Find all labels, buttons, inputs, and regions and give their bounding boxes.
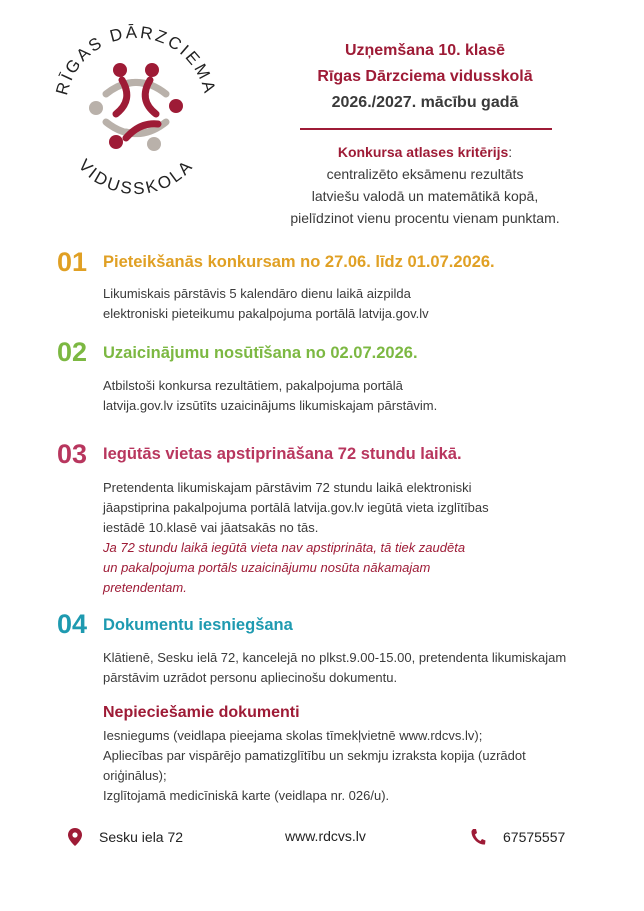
logo-emblem-icon: [89, 63, 183, 151]
title-line-3: 2026./2027. mācību gadā: [331, 94, 519, 111]
step-body-01: [103, 284, 603, 324]
footer-phone: [470, 828, 565, 846]
step-body-line: pārstāvim uzrādot personu apliecinošu dokumentu.: [103, 670, 398, 685]
address-text: Sesku iela 72: [99, 829, 184, 845]
phone-icon: [470, 828, 486, 846]
footer-address: [68, 828, 183, 846]
location-pin-icon: [68, 828, 82, 846]
title-line-2: Rīgas Dārzciema vidusskolā: [317, 68, 533, 85]
website-link[interactable]: www.rdcvs.lv: [285, 828, 366, 844]
required-documents-list: [103, 726, 603, 806]
school-logo: [48, 20, 224, 196]
logo-text-bottom: VIDUSSKOLA: [74, 155, 198, 196]
step-title-04: Dokumentu iesniegšana: [103, 616, 293, 634]
step-body-line: latvija.gov.lv izsūtīts uzaicinājums likumiskajam pārstāvim.: [103, 398, 438, 413]
step-body-line: iestādē 10.klasē vai jāatsakās no tās.: [103, 520, 319, 535]
step-body-03: [103, 478, 603, 598]
step-body-line: Pretendenta likumiskajam pārstāvim 72 stundu laikā elektroniski: [103, 480, 472, 495]
step-number-03: 03: [57, 439, 88, 469]
criteria-line: latviešu valodā un matemātikā kopā,: [311, 188, 539, 204]
step-note-line: Ja 72 stundu laikā iegūtā vieta nav apstiprināta, tā tiek zaudēta: [103, 540, 466, 555]
list-item: oriģinālus);: [103, 768, 167, 783]
criteria-colon: :: [508, 144, 513, 160]
phone-number: 67575557: [503, 829, 566, 845]
step-body-line: Klātienē, Sesku ielā 72, kancelejā no plkst.9.00-15.00, pretendenta likumiskajam: [103, 650, 567, 665]
criteria-label: Konkursa atlases kritērijs: [337, 144, 509, 160]
selection-criteria: [255, 141, 595, 229]
step-title-01: Pieteikšanās konkursam no 27.06. līdz 01.07.2026.: [103, 253, 495, 271]
step-note-line: pretendentam.: [103, 580, 187, 595]
step-body-02: [103, 376, 603, 416]
list-item: Izglītojamā medicīniskā karte (veidlapa nr. 026/u).: [103, 788, 390, 803]
title-line-1: Uzņemšana 10. klasē: [344, 42, 506, 59]
page-title: [260, 38, 590, 116]
footer: [0, 824, 644, 852]
step-body-line: Likumiskais pārstāvis 5 kalendāro dienu laikā aizpilda: [103, 286, 411, 301]
list-item: Iesniegums (veidlapa pieejama skolas tīmekļvietnē www.rdcvs.lv);: [103, 728, 483, 743]
step-body-line: jāapstiprina pakalpojuma portālā latvija.gov.lv iegūtā vieta izglītības: [103, 500, 489, 515]
step-number-01: 01: [57, 247, 88, 277]
list-item: Apliecības par vispārējo pamatizglītību un sekmju izraksta kopija (uzrādot: [103, 748, 526, 763]
step-number-02: 02: [57, 337, 88, 367]
step-body-line: Atbilstoši konkursa rezultātiem, pakalpojuma portālā: [103, 378, 403, 393]
step-title-02: Uzaicinājumu nosūtīšana no 02.07.2026.: [103, 344, 418, 362]
header-divider: [300, 128, 552, 130]
step-number-04: 04: [57, 609, 88, 639]
step-note-line: un pakalpojuma portāls uzaicinājumu nosūta nākamajam: [103, 560, 431, 575]
step-body-line: elektroniski pieteikumu pakalpojuma portālā latvija.gov.lv: [103, 306, 429, 321]
required-documents-title: Nepieciešamie dokumenti: [103, 704, 300, 721]
criteria-line: centralizēto eksāmenu rezultāts: [326, 166, 524, 182]
logo-text-top: RĪGAS DĀRZCIEMA: [52, 22, 220, 98]
footer-website[interactable]: [285, 828, 366, 844]
step-body-04: [103, 648, 603, 688]
step-title-03: Iegūtās vietas apstiprināšana 72 stundu laikā.: [103, 445, 462, 463]
criteria-line: pielīdzinot vienu procentu vienam punktam.: [290, 210, 560, 226]
